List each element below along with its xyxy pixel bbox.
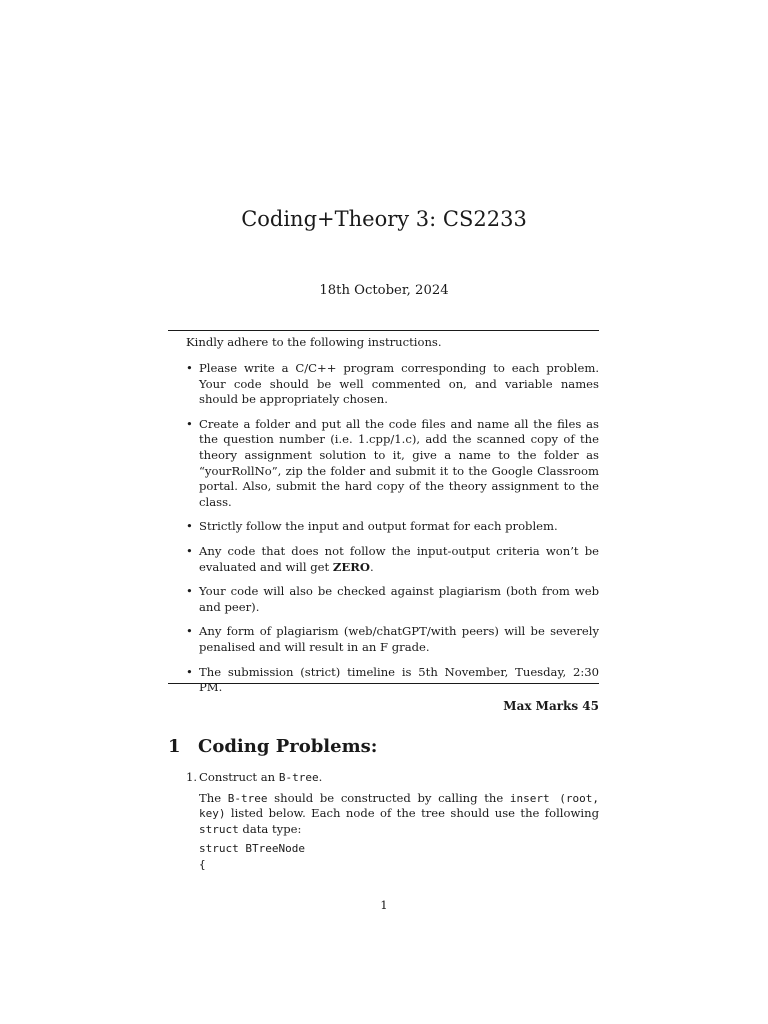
bullet-icon: • <box>186 584 193 599</box>
problem-list <box>186 770 599 873</box>
document-title: Coding+Theory 3: CS2233 <box>241 207 527 231</box>
section-number: 1 <box>168 736 181 757</box>
problem-statement: Construct an B-tree. <box>199 770 323 784</box>
code-block: struct BTreeNode { <box>199 842 305 871</box>
problem-item <box>186 770 599 873</box>
bullet-icon: • <box>186 416 193 431</box>
bottom-rule <box>168 683 599 684</box>
page-number: 1 <box>380 898 388 912</box>
bullet-icon: • <box>186 361 193 375</box>
instruction-item: • Please write a C/C++ program corresponding to each problem. Your code should be well commented on, and variable names should be appropriately chosen. <box>186 361 599 407</box>
instruction-item: • Any form of plagiarism (web/chatGPT/with peers) will be severely penalised and will result in an F grade. <box>186 624 599 654</box>
instructions-intro: Kindly adhere to the following instructions. <box>186 335 442 349</box>
instruction-item: • The submission (strict) timeline is 5th November, Tuesday, 2:30 PM. <box>186 664 599 695</box>
bullet-icon: • <box>186 543 193 558</box>
instruction-item: • Any code that does not follow the input-output criteria won’t be evaluated and will get ZERO. <box>186 543 599 574</box>
document-date: 18th October, 2024 <box>319 283 449 298</box>
instruction-item: • Your code will also be checked against plagiarism (both from web and peer). <box>186 584 599 614</box>
section-title: Coding Problems: <box>198 736 378 757</box>
instruction-item: • Create a folder and put all the code files and name all the files as the question number (i.e. 1.cpp/1.c), add the scanned copy of the theory assignment solution to it, give a name to the folder as “yourRollNo”, zip the folder and submit it to the Google Classroom portal. Also, submit the hard copy of the theory assignment to the class. <box>186 416 599 509</box>
max-marks: Max Marks 45 <box>503 699 599 713</box>
instruction-item: • Strictly follow the input and output format for each problem. <box>186 519 558 534</box>
bullet-icon: • <box>186 624 193 639</box>
section-heading <box>168 736 377 757</box>
bullet-icon: • <box>186 519 193 534</box>
zero-emphasis: ZERO <box>332 559 370 574</box>
problem-number: 1. <box>186 770 198 784</box>
top-rule <box>168 330 599 331</box>
problem-description: The B-tree should be constructed by calling the insert (root, key) listed below. Each node of the tree should use the following struct data type: <box>199 790 599 836</box>
instructions-list <box>186 361 599 705</box>
bullet-icon: • <box>186 664 193 679</box>
